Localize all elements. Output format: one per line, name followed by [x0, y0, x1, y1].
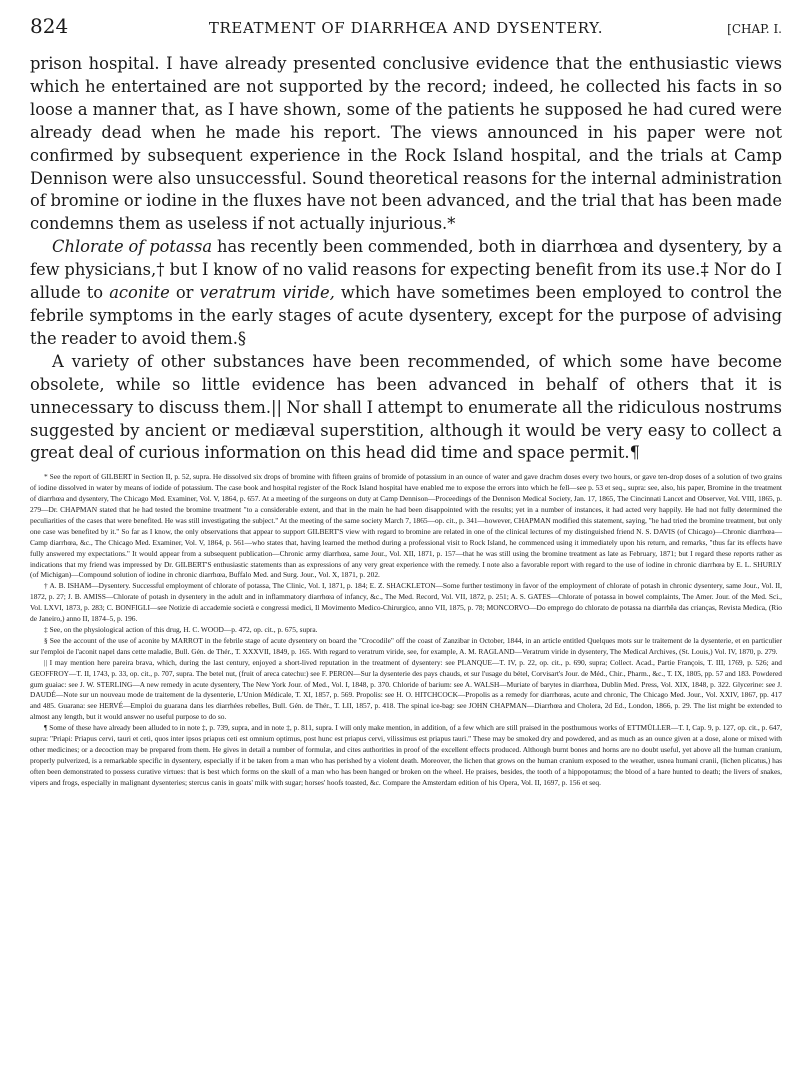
chlorate-term: Chlorate of potassa — [52, 237, 213, 257]
footnotes — [30, 472, 782, 788]
footnote: || I may mention here pareira brava, which, during the last century, enjoyed a short-lived reputation in the treatment of dysentery: see PLANQUE—T. IV, p. 22, op. cit., p. 690, supra; Collect. Acad., Partie François, T. III, 1769, p. 526; and GEOFFROY—T. II, 1743, p. 33, op. cit., p. 707, supra. The betel nut, (fruit of areca catechu:) see F. PERON—Sur la dysenterie des pays chauds, et sur l'usage du bétel, Corvisart's Jour. de Méd., Chir., Pharm., &c., T. IX, 1805, pp. 57 and 183. Powdered gum guaiac: see J. W. STERLING—A new remedy in acute dysentery, The New York Jour. of Med., Vol. I, 1848, p. 370. Chloride of barium: see A. WALSH—Muriate of barytes in diarrhœa, Dublin Med. Press, Vol. XIX, 1848, p. 322. Glycerine: see J. DAUDÉ—Note sur un nouveau mode de traitement de la dysenterie, L'Union Médicale, T. XI, 1857, p. 569. Propolis: see H. O. HITCHCOCK—Propolis as a remedy for diarrhœas, acute and chronic, The Chicago Med. Jour., Vol. XXIV, 1867, pp. 417 and 485. Guarana: see HERVÉ—Emploi du guarana dans les diarrhées rebelles, Bull. Gén. de Thér., T. LII, 1857, p. 418. The spinal ice-bag: see JOHN CHAPMAN—Diarrhœa and Cholera, 2d Ed., London, 1866, p. 29. The list might be extended to almost any length, but it would answer no useful purpose to do so. — [30, 657, 782, 722]
veratrum-term: veratrum viride, — [199, 283, 335, 303]
footnote: † A. B. ISHAM—Dysentery. Successful employment of chlorate of potassa, The Clinic, Vol. I, 1871, p. 184; E. Z. SHACKLETON—Some further testimony in favor of the employment of chlorate of potash in chronic dysentery, same Jour., Vol. II, 1872, p. 27; J. B. AMISS—Chlorate of potash in dysentery in the adult and in inflammatory diarrhœa of infancy, &c., The Med. Record, Vol. VII, 1872, p. 251; A. S. GATES—Chlorate of potassa in bowel complaints, The Amer. Jour. of the Med. Sci., Vol. LXVI, 1873, p. 283; C. BONFIGLI—see Notizie di accademie società e congressi medici, Il Movimento Medico-Chirurgico, anno VII, 1875, p. 78; MONCORVO—Do emprego do chlorato de potassa na diarrhêa das crianças, Revista Medica, (Rio de Janeiro,) anno II, 1874–5, p. 196. — [30, 581, 782, 624]
book-page — [30, 14, 782, 789]
aconite-term: aconite — [109, 283, 170, 303]
paragraph-1: prison hospital. I have already presented conclusive evidence that the enthusiastic views which he entertained are not supported by the record; indeed, he collected his facts in so loose a manner that, as I have shown, some of the patients he supposed he had cured were already dead when he made his report. The views announced in his paper were not confirmed by subsequent experience in the Rock Island hospital, and the trials at Camp Dennison were also unsuccessful. Sound theoretical reasons for the internal administration of bromine or iodine in the fluxes have not been advanced, and the trial that has been made condemns them as useless if not actually injurious.* — [30, 54, 782, 234]
footnote: ¶ Some of these have already been alluded to in note ‡, p. 739, supra, and in note ‡, p. 811, supra. I will only make mention, in addition, of a few which are still praised in the posthumous works of ETTMÜLLER—T. I, Cap. 9, p. 127, op. cit., p. 647, supra: "Priapi: Priapus cervi, tauri et ceti, quos inter ipsos priapus ceti est omnium optimus, post hunc est priapus cervi, vilissimus est priapus tauri." These may be smoked dry and powdered, and as much as an ounce given at a dose, alone or mixed with other medicines; or a decoction may be prepared from them. He gives in detail a number of formulæ, and cites authorities in proof of the excellent effects produced. Although burnt bones and horns are no doubt useful, yet above all the human cranium, properly pulverized, is a remarkable specific in dysentery, especially if it be taken from a man who has perished by a violent death. Moreover, the lichen that grows on the human cranium exposed to the weather, usnea humani cranii, (lichen plicatus,) has often been demonstrated to possess curative virtues: that is best which forms on the skull of a man who has been hanged or broken on the wheel. He praises, besides, the tooth of a hippopotamus; the blood of a hare hunted to death; the livers of snakes, vipers and frogs, especially in malignant dysenteries; stercus canis in goats' milk with sugar; horses' hoofs toasted, &c. Compare the Amsterdam edition of his Opera, Vol. II, 1697, p. 156 et seq. — [30, 723, 782, 787]
footnote: § See the account of the use of aconite by MARROT in the febrile stage of acute dysentery on board the "Crocodile" off the coast of Zanzibar in October, 1844, in an article entitled Quelques mots sur le traitement de la dysenterie, et en particulier sur l'emploi de l'aconit napel dans cette maladie, Bull. Gén. de Thér., T. XXXVII, 1849, p. 165. With regard to veratrum viride, see, for example, A. M. RAGLAND—Veratrum viride in dysentery, The Medical Archives, (St. Louis,) Vol. IV, 1870, p. 279. — [30, 635, 782, 656]
main-text — [30, 53, 782, 465]
chapter-label: [CHAP. I. — [727, 22, 782, 36]
running-title: TREATMENT OF DIARRHŒA AND DYSENTERY. — [208, 19, 604, 37]
page-header — [30, 14, 782, 44]
footnote: * See the report of GILBERT in Section II, p. 52, supra. He dissolved six drops of bromine with fifteen grains of bromide of potassium in an ounce of water and gave drachm doses every two hours, or gave ten-drop doses of a solution of two grains of iodine dissolved in water by means of iodide of potassium. The case book and hospital register of the Rock Island hospital have enabled me to expose the errors into which he fell—see p. 53 et seq., supra: see, also, his paper, Bromine in the treatment of diarrhœa and dysentery, The Chicago Med. Examiner, Vol. V, 1864, p. 657. At a meeting of the surgeons on duty at Camp Dennison—Proceedings of the Dennison Medical Society, Jan. 17, 1865, The Cincinnati Lancet and Observer, Vol. VIII, 1865, p. 279—Dr. CHAPMAN stated that he had tested the bromine treatment "to a considerable extent, and that in the main he had been disappointed with the results; yet in a number of instances, it had acted very happily. He had not fully determined the peculiarities of the cases that were benefited. He was still investigating the subject." At the meeting of the same society March 7, 1865—op. cit., p. 341—however, CHAPMAN modified this statement, saying, "he had tried the bromine treatment, but only one case was benefited by it." So far as I know, the only observations that appear to support GILBERT'S view with regard to bromine are related in one of the clinical lectures of my distinguished friend N. S. DAVIS (of Chicago)—Chronic diarrhœa—Camp diarrhœa, &c., The Chicago Med. Examiner, Vol. V, 1864, p. 561—who states that, having learned the method during a professional visit to Rock Island, he commenced using it immediately upon his return, and remarks, "thus far its effects have fully answered my expectations." It would appear from a subsequent publication—Chronic army diarrhœa, same Jour., Vol. XII, 1871, p. 157—that he was still using the bromine treatment as late as February, 1871; but I regard these reports rather as indications that my friend was impressed by Dr. GILBERT'S enthusiastic statements than as expressions of any very great experience with the remedy. I note also a favorable report with regard to the use of iodine in chronic diarrhœa by E. L. SHURLY (of Michigan)—Compound solution of iodine in chronic diarrhœa, Buffalo Med. and Surg. Jour., Vol. X, 1871, p. 202. — [30, 472, 782, 580]
paragraph-2: Chlorate of potassa has recently been commended, both in diarrhœa and dysentery, by a few physicians,† but I know of no valid reasons for expecting benefit from its use.‡ Nor do I allude to aconite or veratrum viride, which have sometimes been employed to control the febrile symptoms in the early stages of acute dysentery, except for the purpose of advising the reader to avoid them.§ — [30, 237, 782, 348]
footnote: ‡ See, on the physiological action of this drug, H. C. WOOD—p. 472, op. cit., p. 675, supra. — [44, 625, 318, 634]
page-number: 824 — [30, 14, 69, 38]
paragraph-3: A variety of other substances have been recommended, of which some have become obsolete, while so little evidence has been advanced in behalf of others that it is unnecessary to discuss them.|| Nor shall I attempt to enumerate all the ridiculous nostrums suggested by ancient or mediæval superstition, although it would be very easy to collect a great deal of curious information on this head did time and space permit.¶ — [30, 351, 782, 463]
